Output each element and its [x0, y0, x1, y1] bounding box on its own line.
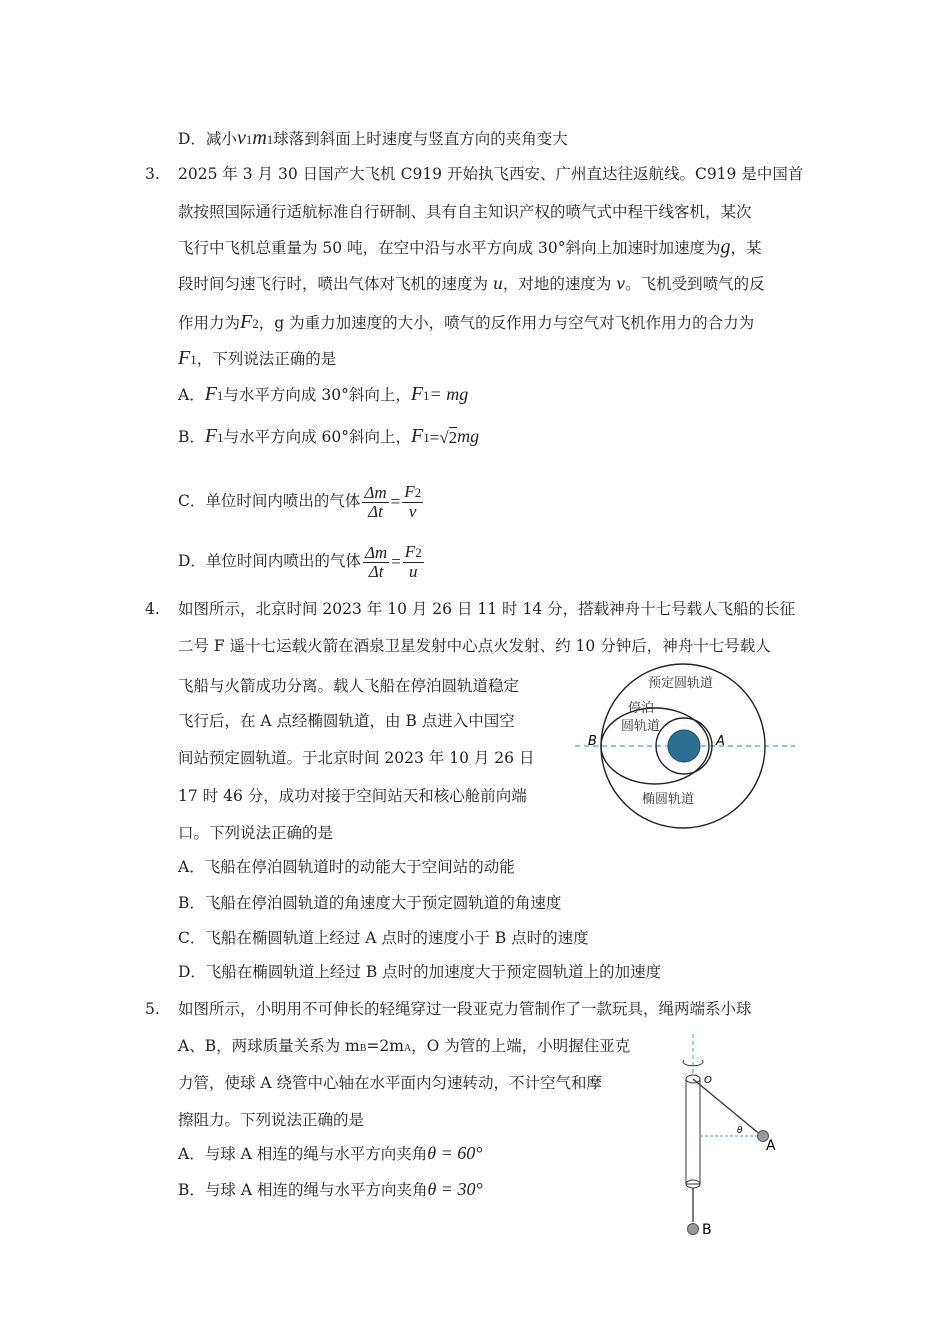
q4-line: 口。下列说法正确的是: [178, 824, 334, 842]
label-parking: 圆轨道: [621, 719, 661, 734]
math-sub: 1: [190, 352, 197, 367]
option-label: D．减小: [178, 130, 237, 148]
label-B: B: [702, 1222, 712, 1238]
q5-line: 力管，使球 A 绕管中心轴在水平面内匀速转动，不计空气和摩: [178, 1074, 603, 1092]
rope-A: [693, 1079, 762, 1136]
math-eq: = mg: [429, 384, 469, 404]
option-text: 与水平方向成 60°斜向上，: [223, 428, 412, 446]
label-A: A: [766, 1138, 776, 1154]
math-u: u: [492, 275, 503, 293]
q3-option-c: [178, 480, 425, 523]
numerator: Δm: [364, 482, 387, 502]
q4-line: 飞船与火箭成功分离。载人飞船在停泊圆轨道稳定: [178, 677, 520, 695]
label-parking: 停泊: [628, 701, 655, 716]
denominator: u: [408, 562, 418, 581]
q4-option-d: D．飞船在椭圆轨道上经过 B 点时的加速度大于预定圆轨道上的加速度: [178, 963, 662, 981]
q4-line: 飞行后，在 A 点经椭圆轨道，由 B 点进入中国空: [178, 712, 515, 730]
q4-line: 间站预定圆轨道。于北京时间 2023 年 10 月 26 日: [178, 749, 535, 767]
text: 飞行中飞机总重量为 50 吨，在空中沿与水平方向成 30°斜向上加速时加速度为: [178, 239, 721, 257]
q3-number: 3.: [145, 165, 160, 183]
math-sub: 1: [245, 132, 253, 147]
label-A: A: [716, 734, 725, 749]
orbit-diagram: [560, 660, 810, 830]
text: ，g 为重力加速度的大小，喷气的反作用力与空气对飞机作用力的合力为: [258, 314, 755, 332]
q4-line: 17 时 46 分，成功对接于空间站天和核心舱前向端: [178, 787, 527, 805]
math-sub: 2: [414, 485, 422, 500]
math-F: F: [411, 425, 424, 447]
q4-line: 二号 F 遥十七运载火箭在酒泉卫星发射中心点火发射、约 10 分钟后，神舟十七号载人: [178, 637, 771, 655]
denominator: v: [408, 502, 417, 521]
text: ，对地的速度为: [502, 275, 617, 293]
q3-option-a: [178, 384, 468, 406]
sqrt-icon: √: [439, 428, 449, 447]
math-v: v: [616, 275, 626, 293]
math-sub: 2: [415, 545, 422, 560]
math-eq: θ = 30°: [427, 1179, 483, 1199]
math-F: F: [404, 482, 415, 501]
math-F: F: [204, 383, 217, 405]
q3-line: [178, 348, 336, 370]
math-mg: mg: [457, 426, 480, 446]
math-sub: 2: [252, 316, 259, 331]
fraction: [402, 483, 423, 521]
q4-option-a: A．飞船在停泊圆轨道时的动能大于空间站的动能: [178, 858, 515, 876]
q3-option-b: [178, 426, 479, 448]
acrylic-tube: [686, 1079, 700, 1184]
math-F: F: [404, 542, 416, 561]
option-text: 球落到斜面上时速度与竖直方向的夹角变大: [273, 130, 568, 148]
label-ellipse: 椭圆轨道: [642, 792, 695, 807]
q3-line: [178, 312, 754, 334]
math-sub: 1: [266, 132, 274, 147]
q5-option-b: [178, 1179, 483, 1200]
denominator: Δt: [368, 501, 383, 521]
math-F: F: [410, 383, 424, 405]
denominator: Δt: [368, 561, 384, 581]
q5-option-a: [178, 1143, 482, 1164]
math-sub: 1: [423, 430, 430, 445]
q5-line: [178, 1036, 630, 1059]
text: A、B，两球质量关系为 m: [178, 1037, 360, 1055]
text: ，某: [730, 239, 762, 257]
text: =2m: [366, 1037, 404, 1055]
numerator: [402, 483, 423, 503]
equals: =: [391, 552, 401, 571]
q4-option-c: C．飞船在椭圆轨道上经过 A 点时的速度小于 B 点时的速度: [178, 929, 589, 947]
equals: =: [390, 492, 401, 511]
option-label: B．: [178, 428, 205, 446]
q4-number: 4.: [145, 600, 160, 618]
option-text: B．与球 A 相连的绳与水平方向夹角: [178, 1181, 428, 1199]
q5-line: 如图所示，小明用不可伸长的轻绳穿过一段亚克力管制作了一款玩具，绳两端系小球: [178, 1000, 752, 1018]
math-v: v: [236, 127, 246, 149]
math-F: F: [178, 347, 191, 369]
q4-option-b: B．飞船在停泊圆轨道的角速度大于预定圆轨道的角速度: [178, 894, 562, 912]
q3-line: [178, 237, 762, 258]
option-label: C．单位时间内喷出的气体: [178, 492, 361, 510]
fraction: [403, 543, 424, 581]
numerator: Δm: [364, 542, 388, 562]
math-eq: =: [429, 428, 440, 447]
label-target-orbit: 预定圆轨道: [648, 676, 714, 691]
q2-option-d: [178, 128, 568, 150]
text: 作用力为: [178, 314, 241, 332]
label-O: O: [704, 1075, 712, 1086]
math-root: 2: [448, 428, 458, 447]
text: ，下列说法正确的是: [196, 350, 337, 368]
q4-line: 如图所示，北京时间 2023 年 10 月 26 日 11 时 14 分，搭载神舟十七号载人飞船的长征: [178, 600, 796, 618]
math-sub: 1: [423, 388, 430, 403]
q3-line: 2025 年 3 月 30 日国产大飞机 C919 开始执飞西安、广州直达往返航线。C919 是中国首: [178, 165, 804, 183]
math-sub: A: [403, 1043, 412, 1054]
tube-diagram: [670, 1032, 790, 1244]
math-m: m: [252, 127, 267, 149]
q3-option-d: [178, 540, 426, 583]
math-sub: B: [359, 1043, 367, 1054]
option-label: D．单位时间内喷出的气体: [178, 552, 361, 570]
label-theta: θ: [737, 1126, 743, 1136]
numerator: [403, 543, 424, 563]
math-eq: θ = 60°: [427, 1143, 483, 1163]
q5-number: 5.: [145, 1000, 160, 1018]
q3-line: [178, 274, 765, 294]
math-g: g: [720, 236, 731, 258]
q5-line: 擦阻力。下列说法正确的是: [178, 1111, 365, 1129]
ball-B: [688, 1224, 699, 1235]
q3-line: 款按照国际通行适航标准自行研制、具有自主知识产权的喷气式中程干线客机，某次: [178, 203, 752, 221]
math-sub: 1: [217, 430, 224, 445]
fraction: [362, 484, 388, 521]
option-text: A．与球 A 相连的绳与水平方向夹角: [178, 1145, 428, 1163]
label-B: B: [588, 734, 597, 749]
option-label: A．: [178, 386, 205, 404]
fraction: [363, 544, 389, 581]
earth-icon: [668, 730, 700, 762]
math-F: F: [240, 311, 253, 333]
text: ，O 为管的上端，小明握住亚克: [411, 1037, 631, 1055]
text: 。飞机受到喷气的反: [625, 275, 765, 293]
math-F: F: [204, 425, 218, 447]
math-sub: 1: [216, 388, 224, 403]
option-text: 与水平方向成 30°斜向上，: [223, 386, 411, 404]
text: 段时间匀速飞行时，喷出气体对飞机的速度为: [178, 275, 493, 293]
